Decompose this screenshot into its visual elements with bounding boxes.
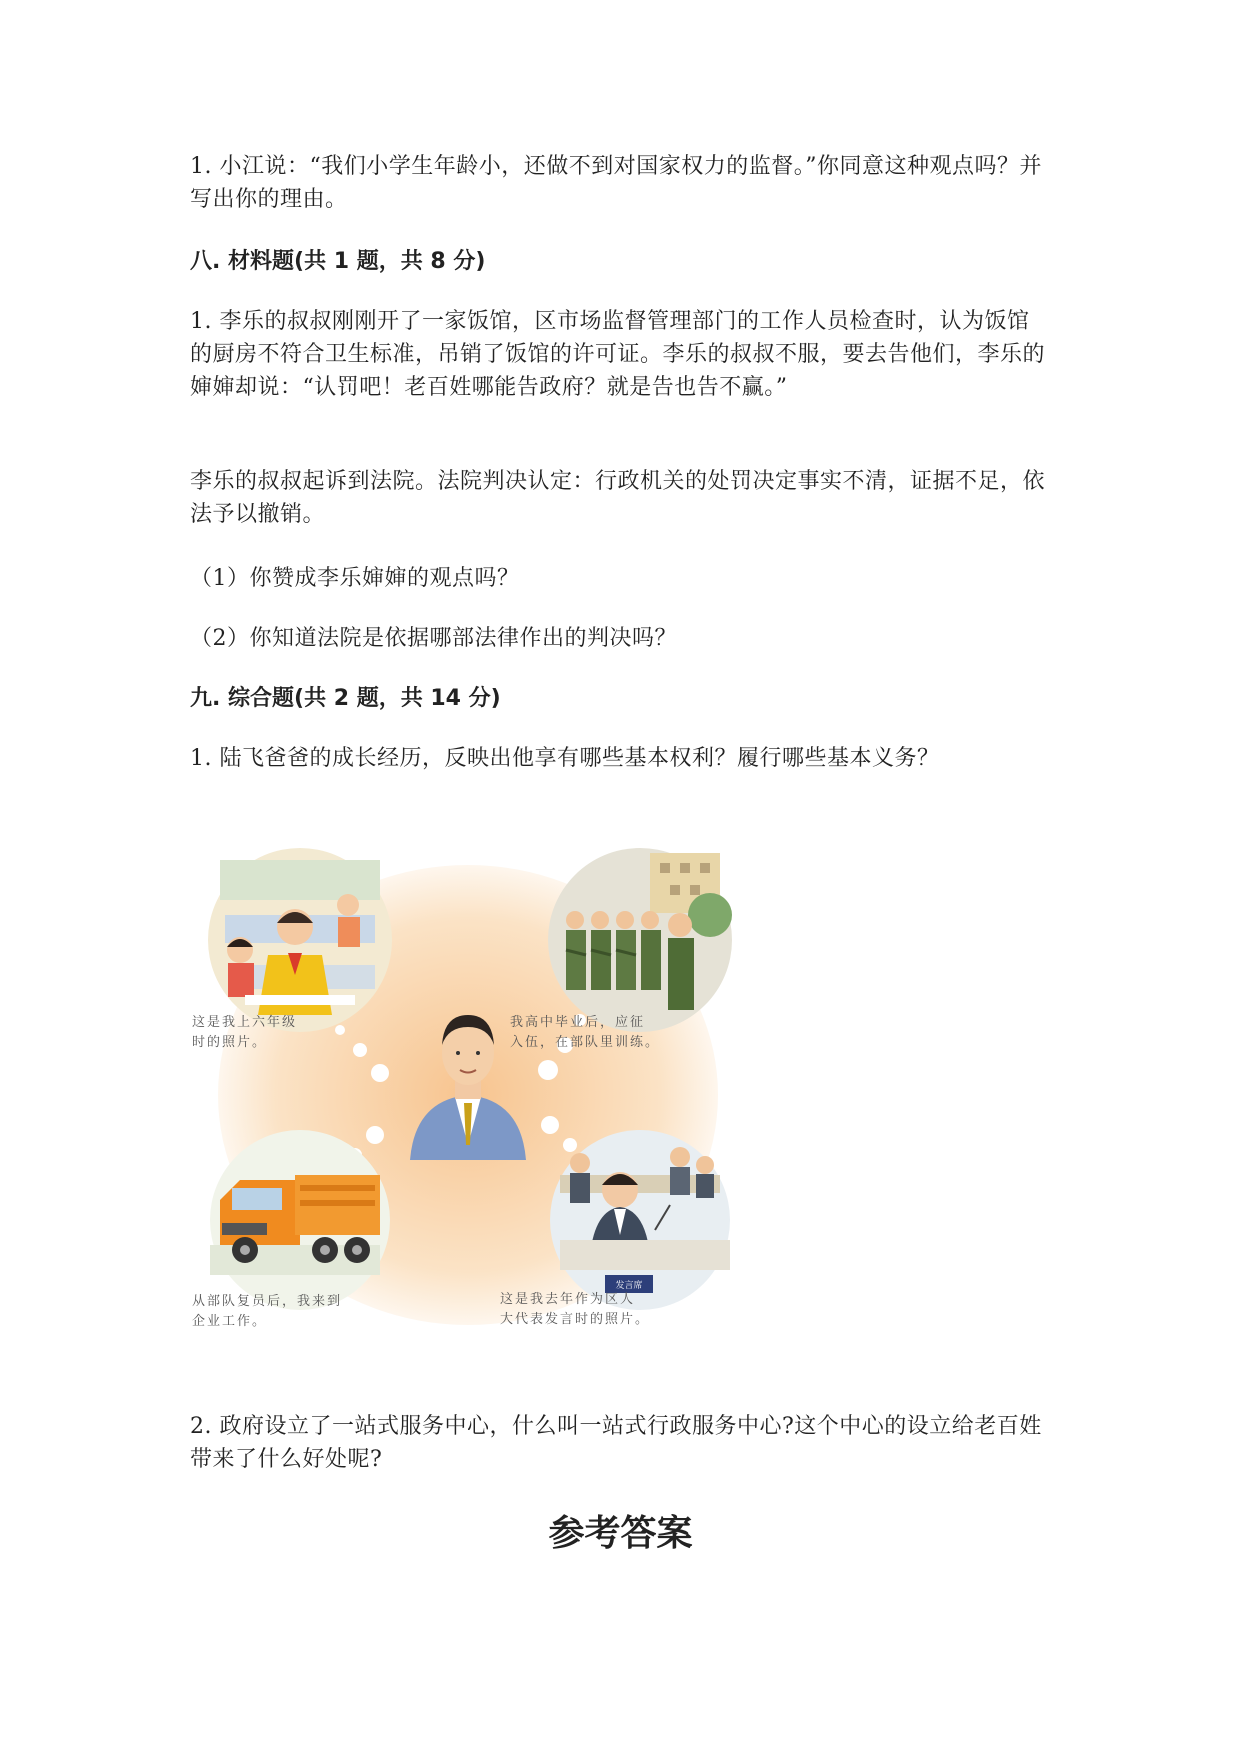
question-9-1: 1. 陆飞爸爸的成长经历，反映出他享有哪些基本权利？履行哪些基本义务？ <box>190 746 940 771</box>
question-7-1: 1. 小江说：“我们小学生年龄小，还做不到对国家权力的监督。”你同意这种观点吗？并写出你的理由。 <box>190 154 1042 212</box>
question-8-1-sub-1: （1）你赞成李乐婶婶的观点吗？ <box>190 566 520 591</box>
caption-deputy-speech: 这是我去年作为区人 大代表发言时的照片。 <box>500 1292 651 1327</box>
truck-scene <box>210 1130 390 1310</box>
question-8-1-material: 1. 李乐的叔叔刚刚开了一家饭馆，区市场监督管理部门的工作人员检查时，认为饭馆的厨房不符合卫生标准，吊销了饭馆的许可证。李乐的叔叔不服，要去告他们，李乐的婶婶却说：“认罚吧！老百姓哪能告政府？就是告也告不赢。” <box>190 309 1046 400</box>
section-8-heading: 八. 材料题(共 1 题，共 8 分) <box>190 249 486 274</box>
answer-key-title: 参考答案 <box>548 1513 693 1554</box>
illustration-graphic <box>200 845 735 1345</box>
question-8-1-court-ruling: 李乐的叔叔起诉到法院。法院判决认定：行政机关的处罚决定事实不清，证据不足，依法予以撤销。 <box>190 469 1046 527</box>
section-9-heading: 九. 综合题(共 2 题，共 14 分) <box>190 686 501 711</box>
caption-sixth-grade: 这是我上六年级 时的照片。 <box>192 1015 298 1050</box>
caption-military-service: 我高中毕业后，应征 入伍，在部队里训练。 <box>510 1015 661 1050</box>
congress-speech-scene <box>550 1130 730 1310</box>
growth-experience-illustration <box>192 845 735 1345</box>
question-8-1-sub-2: （2）你知道法院是依据哪部法律作出的判决吗？ <box>190 626 677 651</box>
question-9-2: 2. 政府设立了一站式服务中心，什么叫一站式行政服务中心?这个中心的设立给老百姓带来了什么好处呢? <box>190 1414 1042 1472</box>
caption-enterprise-work: 从部队复员后，我来到 企业工作。 <box>192 1294 343 1329</box>
classroom-scene <box>208 848 392 1032</box>
speaker-nameplate: 发言席 <box>615 1281 643 1291</box>
military-training-scene <box>548 848 732 1032</box>
